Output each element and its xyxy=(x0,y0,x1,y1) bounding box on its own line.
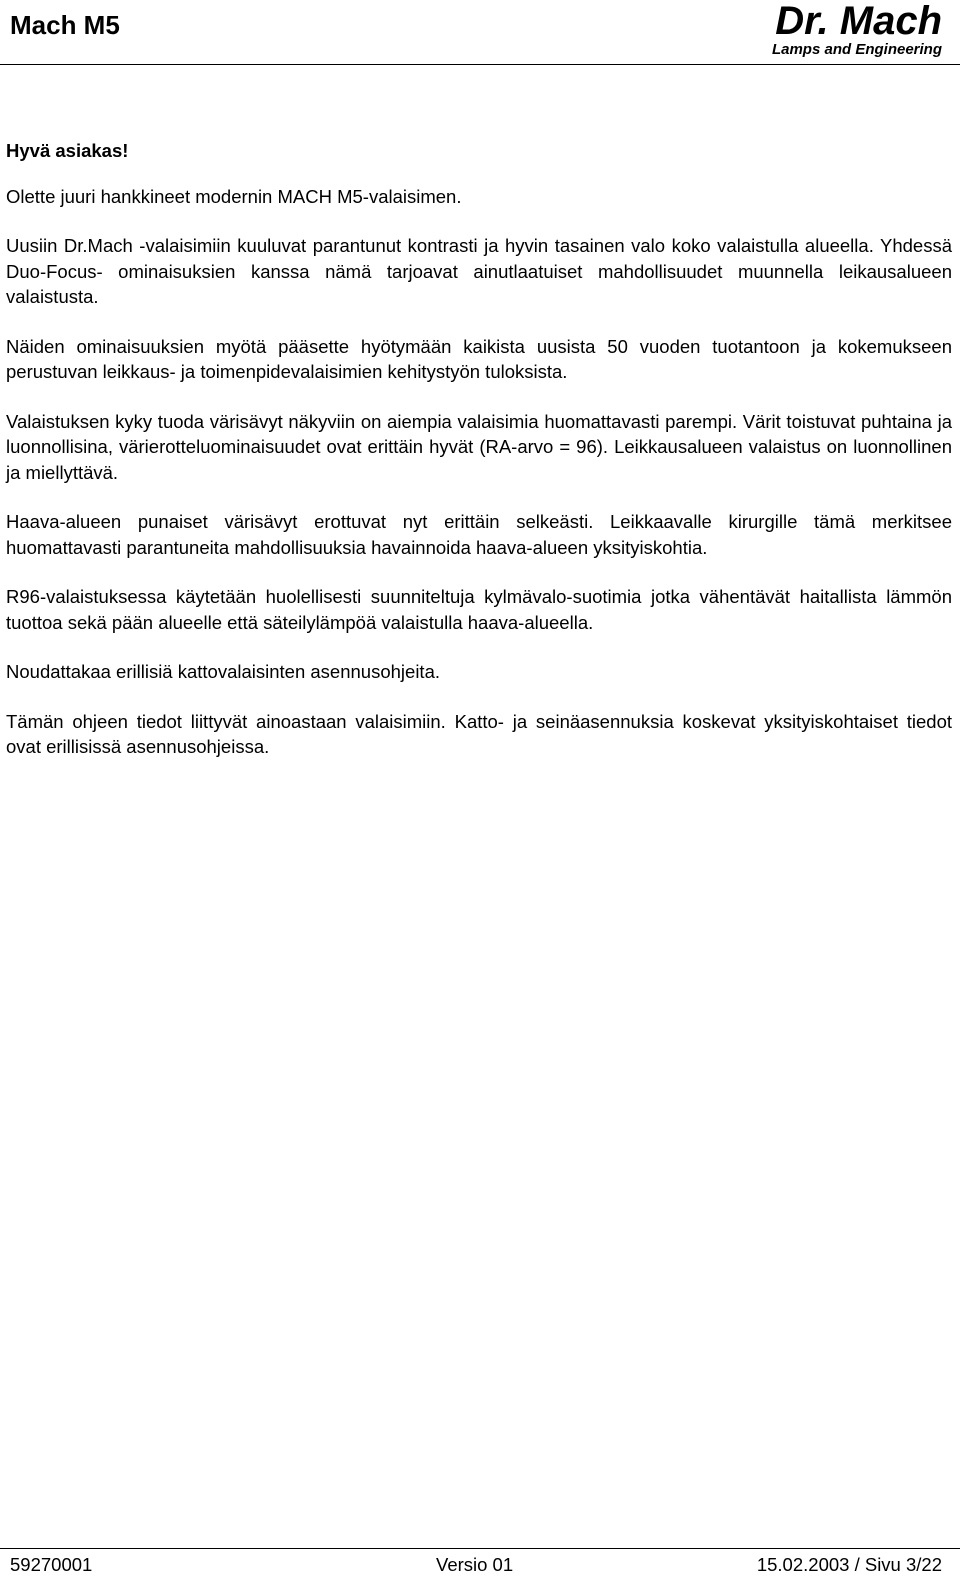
paragraph-scope: Tämän ohjeen tiedot liittyvät ainoastaan valaisimiin. Katto- ja seinäasennuksia koskevat yksityiskohtaiset tiedot ovat erillisissä asennusohjeissa. xyxy=(6,710,952,757)
brand-logo xyxy=(772,0,942,58)
document-body xyxy=(6,138,952,784)
paragraph-filters: R96-valaistuksessa käytetään huolellisesti suunniteltuja kylmävalo-suotimia jotka vähentävät haitallista lämmön tuottoa sekä pään alueelle että säteilylämpöä valaistulla haava-alueella. xyxy=(6,586,952,633)
greeting: Hyvä asiakas! xyxy=(6,140,129,161)
document-title: Mach M5 xyxy=(10,10,120,40)
paragraph-wound-area: Haava-alueen punaiset värisävyt erottuvat nyt erittäin selkeästi. Leikkaavalle kirurgille tämä merkitsee huomattavasti parantuneita mahdollisuuksia havainnoida haava-alueen yksityiskohtia. xyxy=(6,511,952,558)
document-version: Versio 01 xyxy=(436,1554,514,1575)
brand-tagline: Lamps and Engineering xyxy=(771,41,942,58)
page-footer xyxy=(0,1548,960,1583)
date-and-page: 15.02.2003 / Sivu 3/22 xyxy=(756,1554,942,1575)
paragraph-installation: Noudattakaa erillisiä kattovalaisinten asennusohjeita. xyxy=(6,661,440,682)
paragraph-features: Uusiin Dr.Mach -valaisimiin kuuluvat parantunut kontrasti ja hyvin tasainen valo koko valaistulla alueella. Yhdessä Duo-Focus- ominaisuksien kanssa nämä tarjoavat ainutlaatuiset mahdollisuudet muunnella leikausalueen valaistusta. xyxy=(6,235,952,307)
document-number: 59270001 xyxy=(10,1554,93,1575)
header-divider xyxy=(0,64,960,65)
paragraph-benefits: Näiden ominaisuuksien myötä pääsette hyötymään kaikista uusista 50 vuoden tuotantoon ja kokemukseen perustuvan leikkaus- ja toimenpidevalaisimien kehitystyön tuloksista. xyxy=(6,335,952,382)
paragraph-intro: Olette juuri hankkineet modernin MACH M5-valaisimen. xyxy=(6,185,462,207)
page-header xyxy=(0,0,960,70)
brand-name: Dr. Mach xyxy=(775,0,942,43)
paragraph-color-rendering: Valaistuksen kyky tuoda värisävyt näkyviin on aiempia valaisimia huomattavasti parempi. Värit toistuvat puhtaina ja luonnollisina, värierotteluominaisuudet ovat erittäin hyvät (RA-arvo = 96). Leikkausalueen valaistus on luonnollinen ja miellyttävä. xyxy=(6,410,952,483)
footer-divider xyxy=(0,1548,960,1549)
